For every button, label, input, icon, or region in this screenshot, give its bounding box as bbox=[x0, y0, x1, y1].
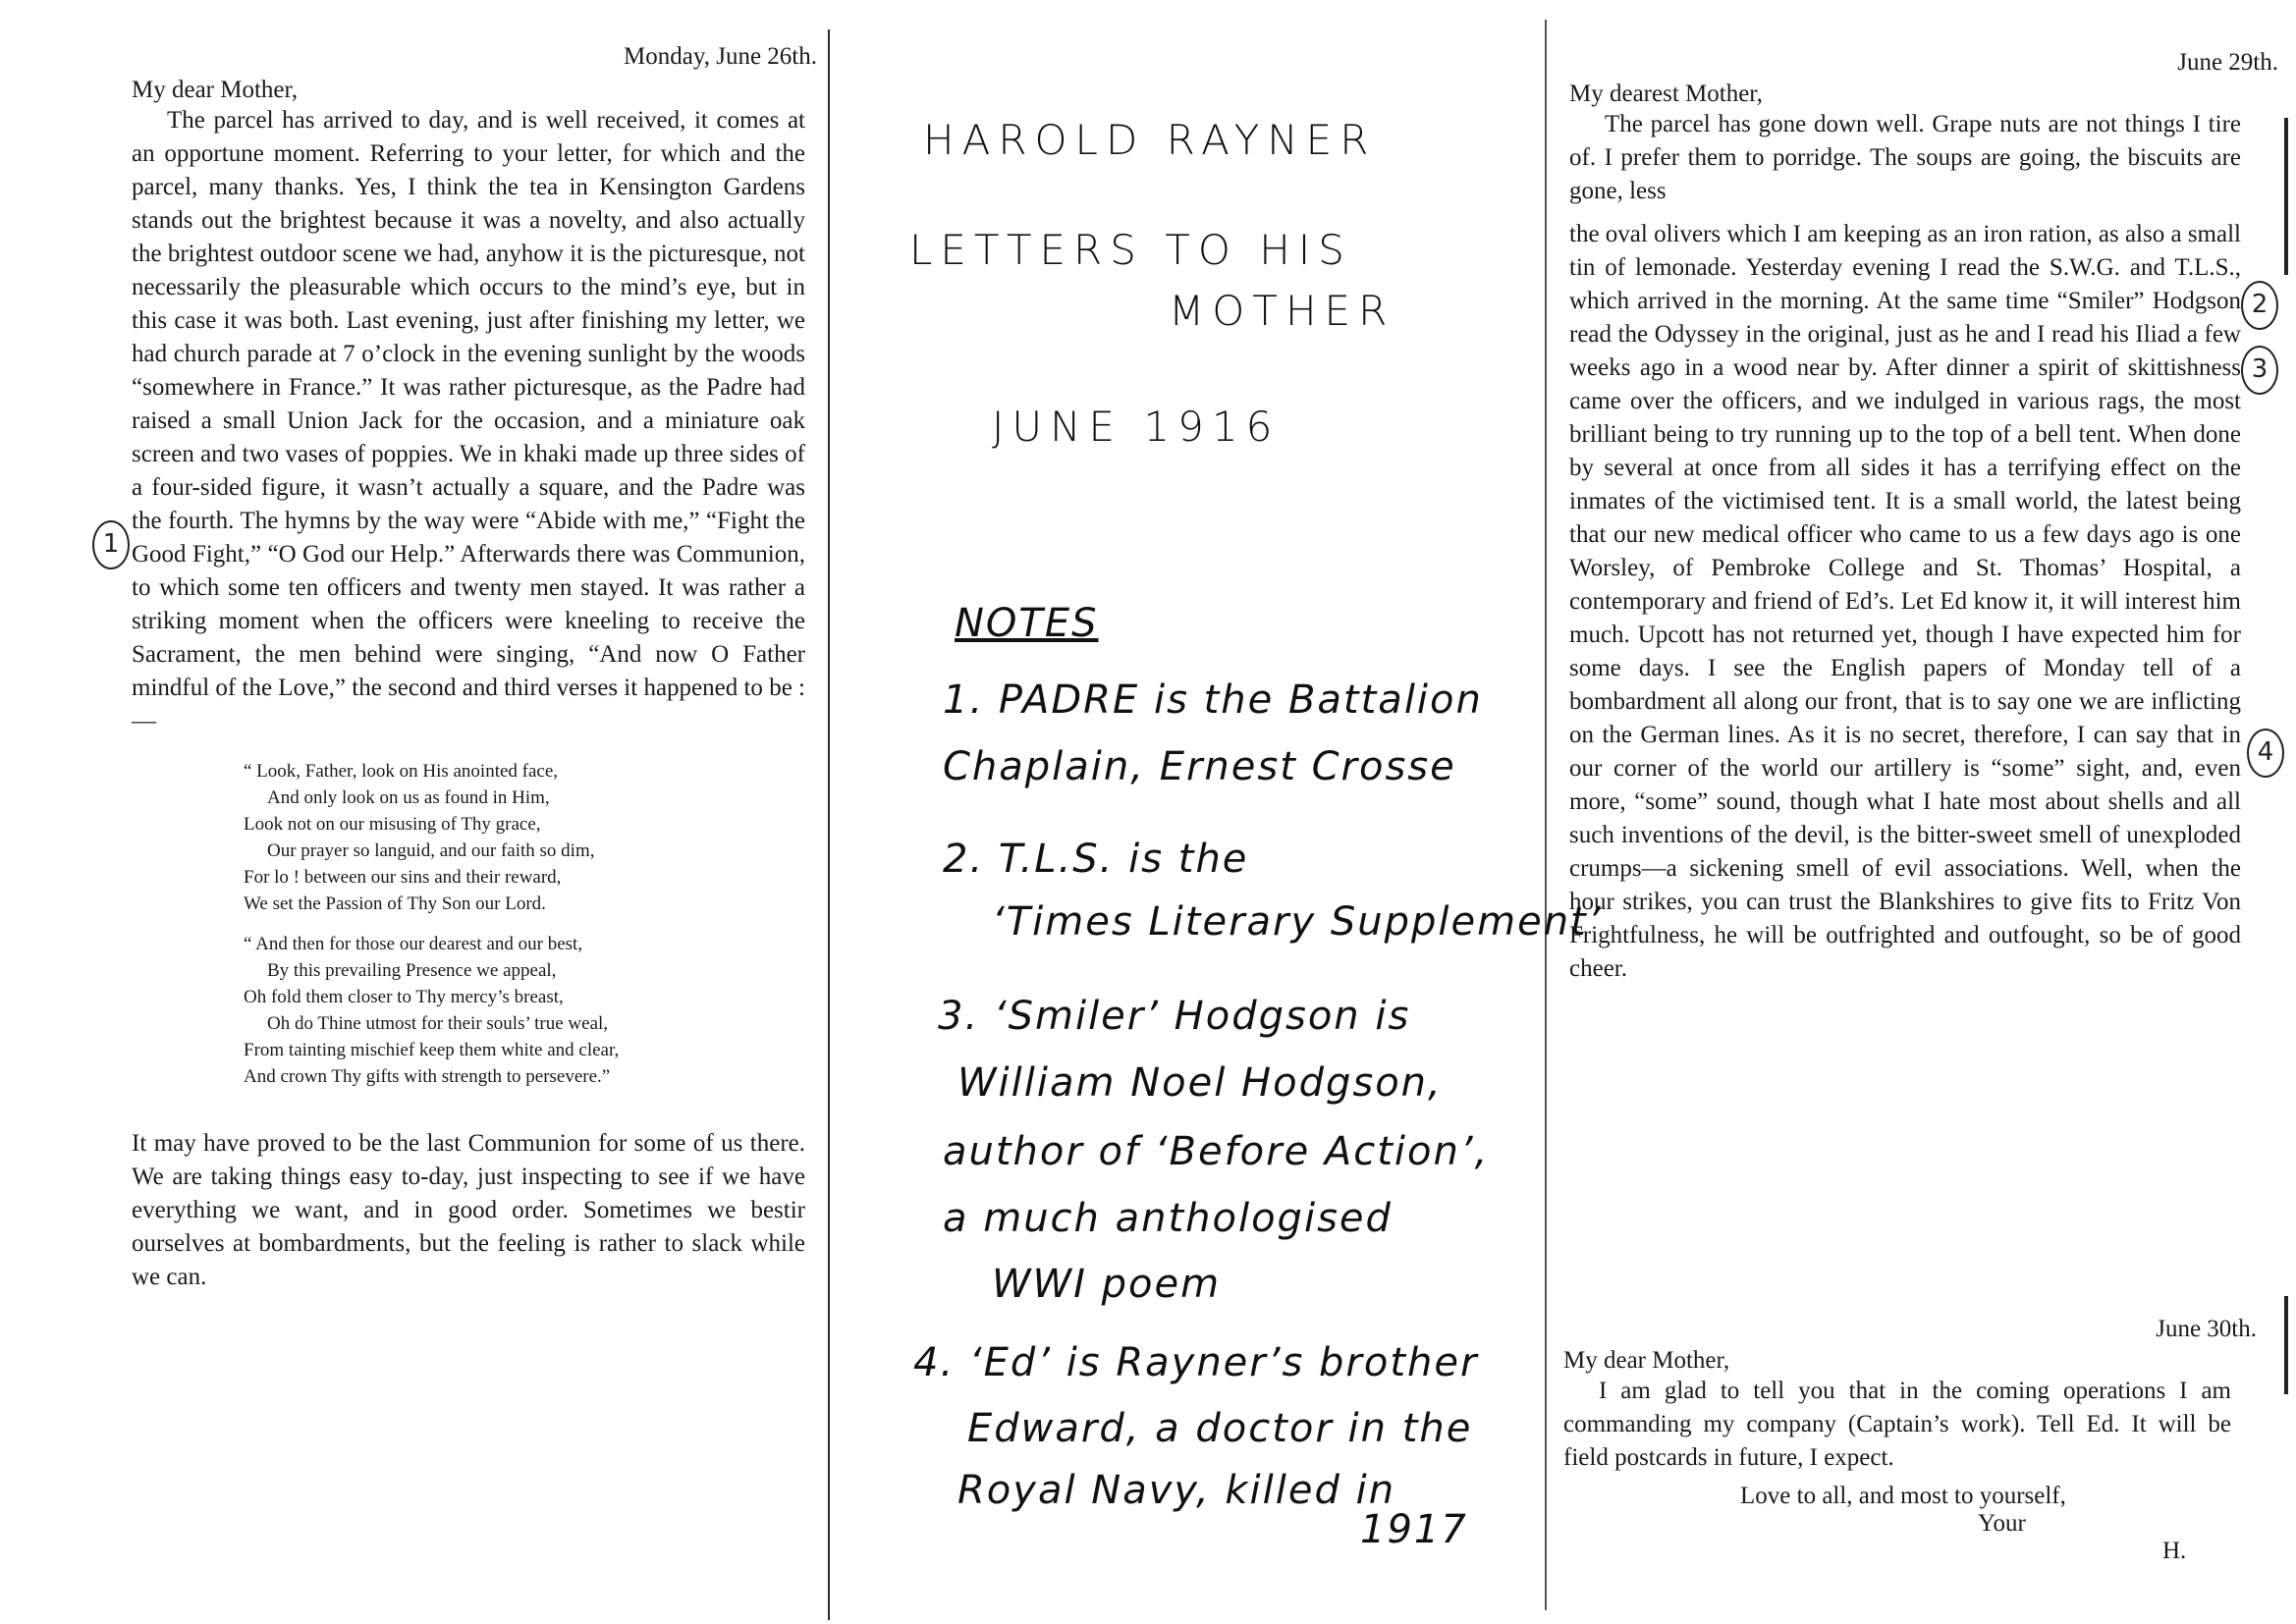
letter-paragraph: I am glad to tell you that in the coming operations I am commanding my company (Captain’s work). Tell Ed. It will be field postcards in future, I expect. bbox=[1563, 1378, 2231, 1471]
note-line: 3. ‘Smiler’ Hodgson is bbox=[938, 994, 1411, 1039]
right-letter-2 bbox=[1563, 1316, 2257, 1565]
verse-line: “ And then for those our dearest and our best, bbox=[244, 934, 583, 954]
page-fold-right bbox=[1545, 20, 1547, 1610]
verse-line: And crown Thy gifts with strength to persevere.” bbox=[244, 1066, 611, 1087]
letter-paragraph: The parcel has arrived to day, and is well received, it comes at an opportune moment. Referring to your letter, for which and the parcel, many thanks. Yes, I think the tea in Kensington Gardens stands out the brightest because it was a novelty, and also actually the brightest outdoor scene we had, anyhow it is the picturesque, not necessarily the pleasurable which occurs to the mind’s eye, but in this case it was both. Last evening, just after finishing my letter, we had church parade at 7 o’clock in the evening sunlight by the woods “somewhere in France.” It was rather picturesque, as the Padre had raised a small Union Jack for the occasion, and a miniature oak screen and two vases of poppies. We in khaki made up three sides of a four-sided figure, it wasn’t actually a square, and the Padre was the fourth. The hymns by the way were “Abide with me,” “Fight the Good Fight,” “O God our Help.” Afterwards there was Communion, to which some ten officers and twenty men stayed. It was rather a striking moment when the officers were kneeling to receive the Sacrament, the men behind were singing, “And now O Father mindful of the Love,” the second and third verses it happened to be :— bbox=[132, 107, 805, 734]
verse-line: Oh do Thine utmost for their souls’ true weal, bbox=[267, 1013, 609, 1034]
letter-salutation: My dear Mother, bbox=[1563, 1347, 1730, 1374]
letter-paragraph: It may have proved to be the last Communion for some of us there. We are taking things easy to-day, just inspecting to see if we have everything we want, and in good order. Sometimes we bestir ourselves at bombardments, but the feeling is rather to slack while we can. bbox=[132, 1130, 805, 1290]
footnote-marker: 4 bbox=[2247, 729, 2284, 778]
letter-paragraph: the oval olivers which I am keeping as an iron ration, as also a small tin of lemonade. Yesterday evening I read the S.W.G. and T.L.S., which arrived in the morning. At the same time “Smiler” Hodgson read the Odyssey in the original, just as he and I read his Iliad a few weeks ago in a wood near by. After dinner a spirit of skittishness came over the officers, and we indulged in various rags, the most brilliant being to try running up to the top of a bell tent. When done by several at once from all sides it has a terrifying effect on the inmates of the victimised tent. It is a small world, the latest being that our new medical officer who came to us a few days ago is one Worsley, of Pembroke College and St. Thomas’ Hospital, a contemporary and friend of Ed’s. Let Ed know it, it will interest him much. Upcott has not returned yet, though I have expected him for some days. I see the English papers of Monday tell of a bombardment all along our front, that is to say one we are inflicting on the German lines. As it is no secret, therefore, I can say that in our corner of the world our artillery is “some” sight, and, even more, “some” sound, though what I hate most about shells and all such inventions of the devil, is the bitter-sweet smell of unexploded crumps—a sickening smell of evil associations. Well, when the hour strikes, you can trust the Blankshires to give fits to Fritz Von Frightfulness, he will be outfrighted and outfought, so be of good cheer. bbox=[1569, 221, 2241, 982]
page-fold-left bbox=[828, 29, 830, 1620]
letter-body bbox=[132, 1127, 805, 1294]
note-line: WWI poem bbox=[992, 1262, 1222, 1307]
footnote-marker: 3 bbox=[2241, 346, 2278, 395]
letter-salutation: My dearest Mother, bbox=[1569, 81, 1763, 107]
letter-paragraph: The parcel has gone down well. Grape nuts are not things I tire of. I prefer them to porridge. The soups are going, the biscuits are gone, less bbox=[1569, 111, 2241, 204]
handwritten-title: JUNE 1916 bbox=[992, 403, 1281, 451]
note-line: 4. ‘Ed’ is Rayner’s brother bbox=[913, 1340, 1479, 1385]
note-line: a much anthologised bbox=[943, 1196, 1393, 1241]
notes-heading: NOTES bbox=[955, 601, 1099, 646]
letter-date: June 30th. bbox=[2156, 1316, 2257, 1342]
letter-date: June 29th. bbox=[2177, 49, 2278, 76]
letter-body bbox=[1563, 1375, 2231, 1475]
handwritten-title: MOTHER bbox=[1169, 287, 1395, 335]
letter-closing: Love to all, and most to yourself, bbox=[1740, 1483, 2066, 1509]
letter-date: Monday, June 26th. bbox=[624, 43, 817, 70]
verse-line: Our prayer so languid, and our faith so dim, bbox=[267, 840, 595, 861]
letter-signature: H. bbox=[2162, 1538, 2187, 1564]
handwritten-title: HAROLD RAYNER bbox=[923, 116, 1377, 164]
note-line: ‘Times Literary Supplement’ bbox=[992, 899, 1603, 945]
note-line: William Noel Hodgson, bbox=[957, 1060, 1443, 1106]
note-line: 1. PADRE is the Battalion bbox=[943, 677, 1483, 723]
scan-edge-mark bbox=[2284, 1296, 2288, 1394]
note-line: Edward, a doctor in the bbox=[967, 1406, 1473, 1451]
letter-body bbox=[132, 104, 805, 738]
footnote-marker: 1 bbox=[92, 520, 130, 569]
footnote-marker: 2 bbox=[2241, 281, 2278, 330]
verse-line: For lo ! between our sins and their reward, bbox=[244, 867, 562, 888]
verse-line: “ Look, Father, look on His anointed face, bbox=[244, 761, 559, 782]
hymn-verse bbox=[244, 758, 805, 917]
verse-line: By this prevailing Presence we appeal, bbox=[267, 960, 557, 981]
left-letter bbox=[132, 43, 817, 1294]
scan-edge-mark bbox=[2284, 118, 2288, 275]
verse-line: From tainting mischief keep them white and clear, bbox=[244, 1040, 620, 1060]
verse-line: We set the Passion of Thy Son our Lord. bbox=[244, 893, 546, 914]
note-line: Chaplain, Ernest Crosse bbox=[943, 744, 1456, 789]
note-line: author of ‘Before Action’, bbox=[943, 1129, 1490, 1174]
right-letter-1 bbox=[1569, 49, 2278, 986]
letter-body bbox=[1569, 108, 2241, 986]
letter-salutation: My dear Mother, bbox=[132, 77, 299, 103]
note-line: Royal Navy, killed in bbox=[957, 1468, 1396, 1513]
verse-line: And only look on us as found in Him, bbox=[267, 787, 550, 808]
letter-closing: Your bbox=[1978, 1510, 2026, 1537]
note-line: 2. T.L.S. is the bbox=[943, 837, 1249, 882]
verse-line: Oh fold them closer to Thy mercy’s breast, bbox=[244, 987, 564, 1007]
verse-line: Look not on our misusing of Thy grace, bbox=[244, 814, 541, 835]
note-line: 1917 bbox=[1360, 1507, 1468, 1552]
handwritten-title: LETTERS TO HIS bbox=[909, 226, 1352, 274]
hymn-verse bbox=[244, 931, 805, 1090]
